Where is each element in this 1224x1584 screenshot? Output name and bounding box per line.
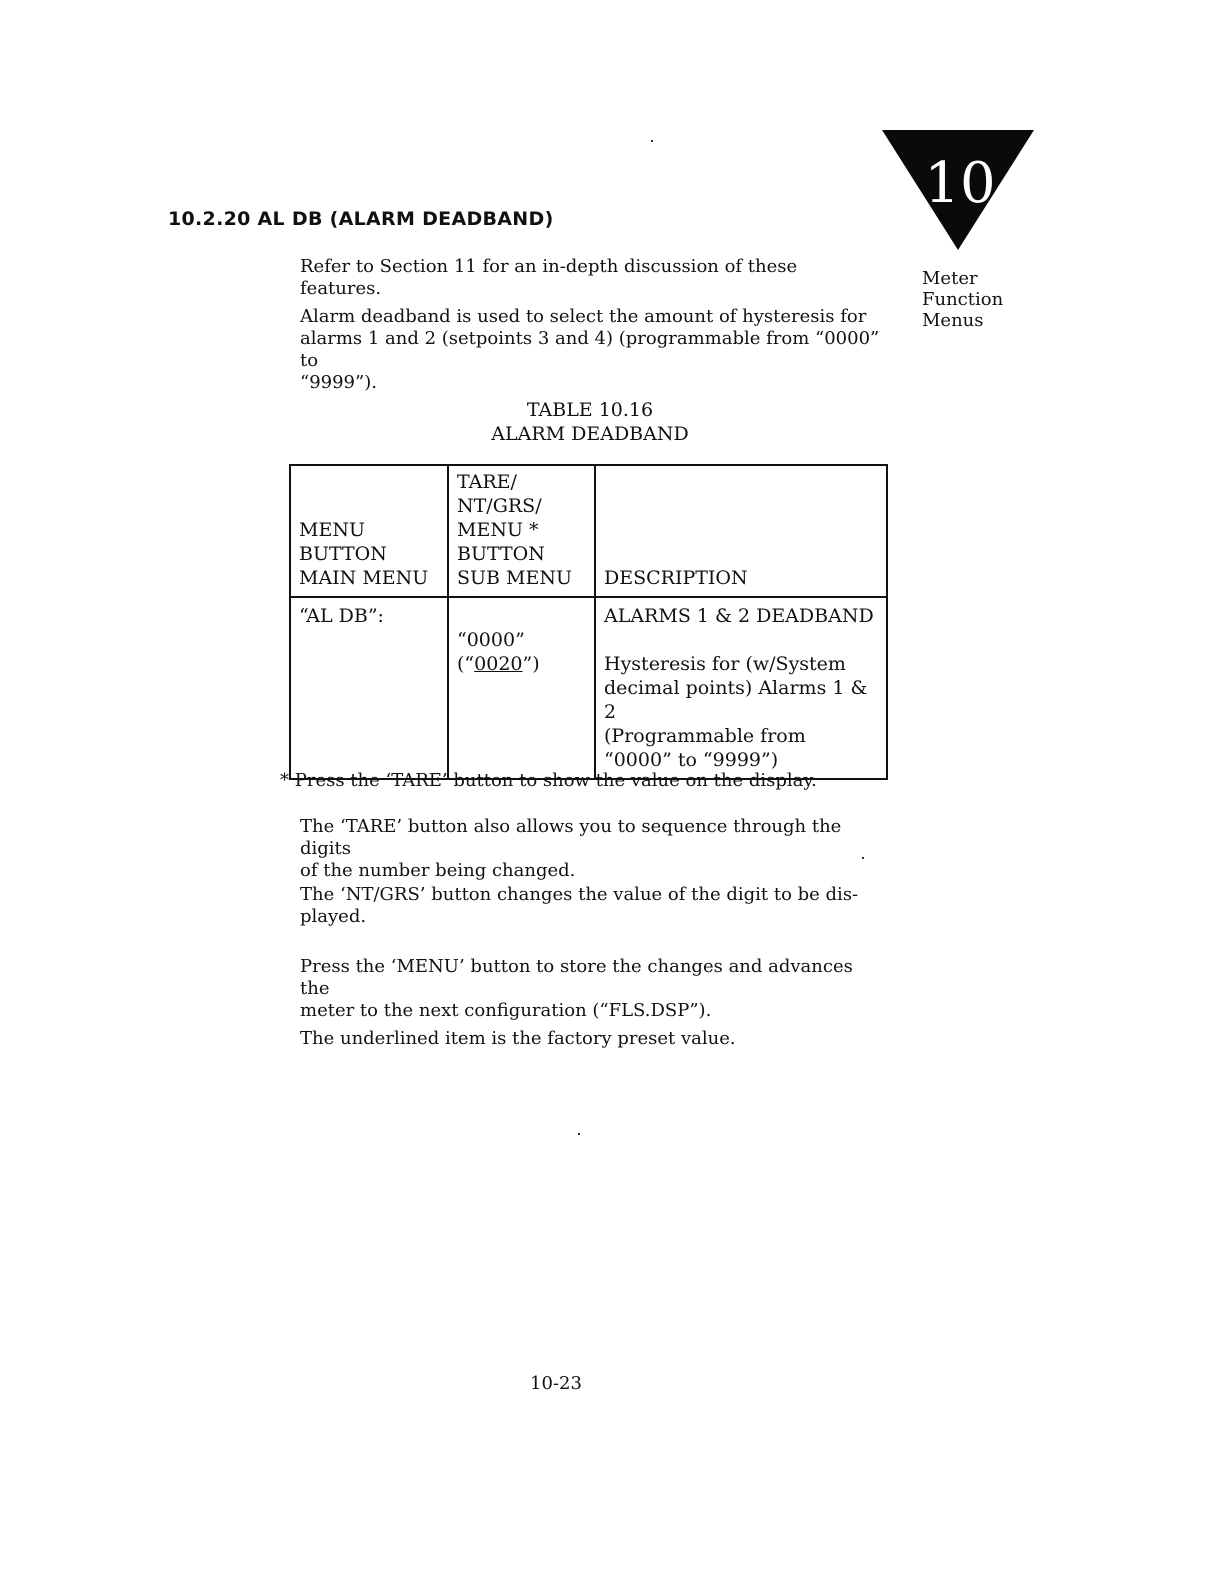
description-title: ALARMS 1 & 2 DEADBAND: [604, 605, 874, 627]
ntgrs-paragraph: The ‘NT/GRS’ button changes the value of the digit to be dis- played.: [300, 884, 859, 927]
description-line: alarms 1 and 2 (setpoints 3 and 4) (programmable from “0000” to: [300, 328, 880, 371]
description-line: Alarm deadband is used to select the amount of hysteresis for: [300, 306, 867, 327]
menu-paragraph: Press the ‘MENU’ button to store the changes and advances the meter to the next configuration (“FLS.DSP”).: [300, 956, 853, 1021]
scan-speck: [862, 857, 864, 859]
side-label-line: Menus: [922, 310, 984, 331]
table-footnote: * Press the ‘TARE’ button to show the value on the display.: [280, 770, 817, 791]
table-header-row: [290, 465, 887, 597]
description-line: “9999”).: [300, 372, 377, 393]
scan-speck: [578, 1133, 580, 1135]
chapter-side-label: [922, 268, 1003, 331]
tare-paragraph: The ‘TARE’ button also allows you to sequence through the digits of the number being changed.: [300, 816, 842, 881]
section-heading: 10.2.20 AL DB (ALARM DEADBAND): [168, 208, 554, 230]
intro-paragraph: Refer to Section 11 for an in-depth discussion of these features.: [300, 256, 798, 299]
cell-description: ALARMS 1 & 2 DEADBAND Hysteresis for (w/System decimal points) Alarms 1 & 2 (Programmable from “0000” to “9999”): [595, 597, 887, 779]
scan-speck: [651, 140, 653, 142]
header-sub-menu: TARE/ NT/GRS/ MENU * BUTTON SUB MENU: [448, 465, 595, 597]
sub-menu-default: (“0020”): [457, 653, 540, 675]
chapter-number: 10: [924, 151, 996, 216]
page-number: 10-23: [530, 1373, 582, 1394]
chapter-triangle-icon: [880, 128, 1036, 252]
cell-main-menu: “AL DB”:: [290, 597, 448, 779]
description-paragraph: [300, 306, 880, 394]
header-description: DESCRIPTION: [595, 465, 887, 597]
side-label-line: Meter: [922, 268, 978, 289]
sub-menu-value: “0000”: [457, 629, 525, 651]
table-title-name: ALARM DEADBAND: [491, 423, 689, 445]
preset-paragraph: The underlined item is the factory preset value.: [300, 1028, 736, 1049]
header-main-menu: MENU BUTTON MAIN MENU: [290, 465, 448, 597]
cell-sub-menu: [448, 597, 595, 779]
side-label-line: Function: [922, 289, 1004, 310]
table-title-number: TABLE 10.16: [526, 399, 654, 421]
table-title: [440, 398, 740, 446]
alarm-deadband-table: [289, 464, 888, 780]
table-row: [290, 597, 887, 779]
